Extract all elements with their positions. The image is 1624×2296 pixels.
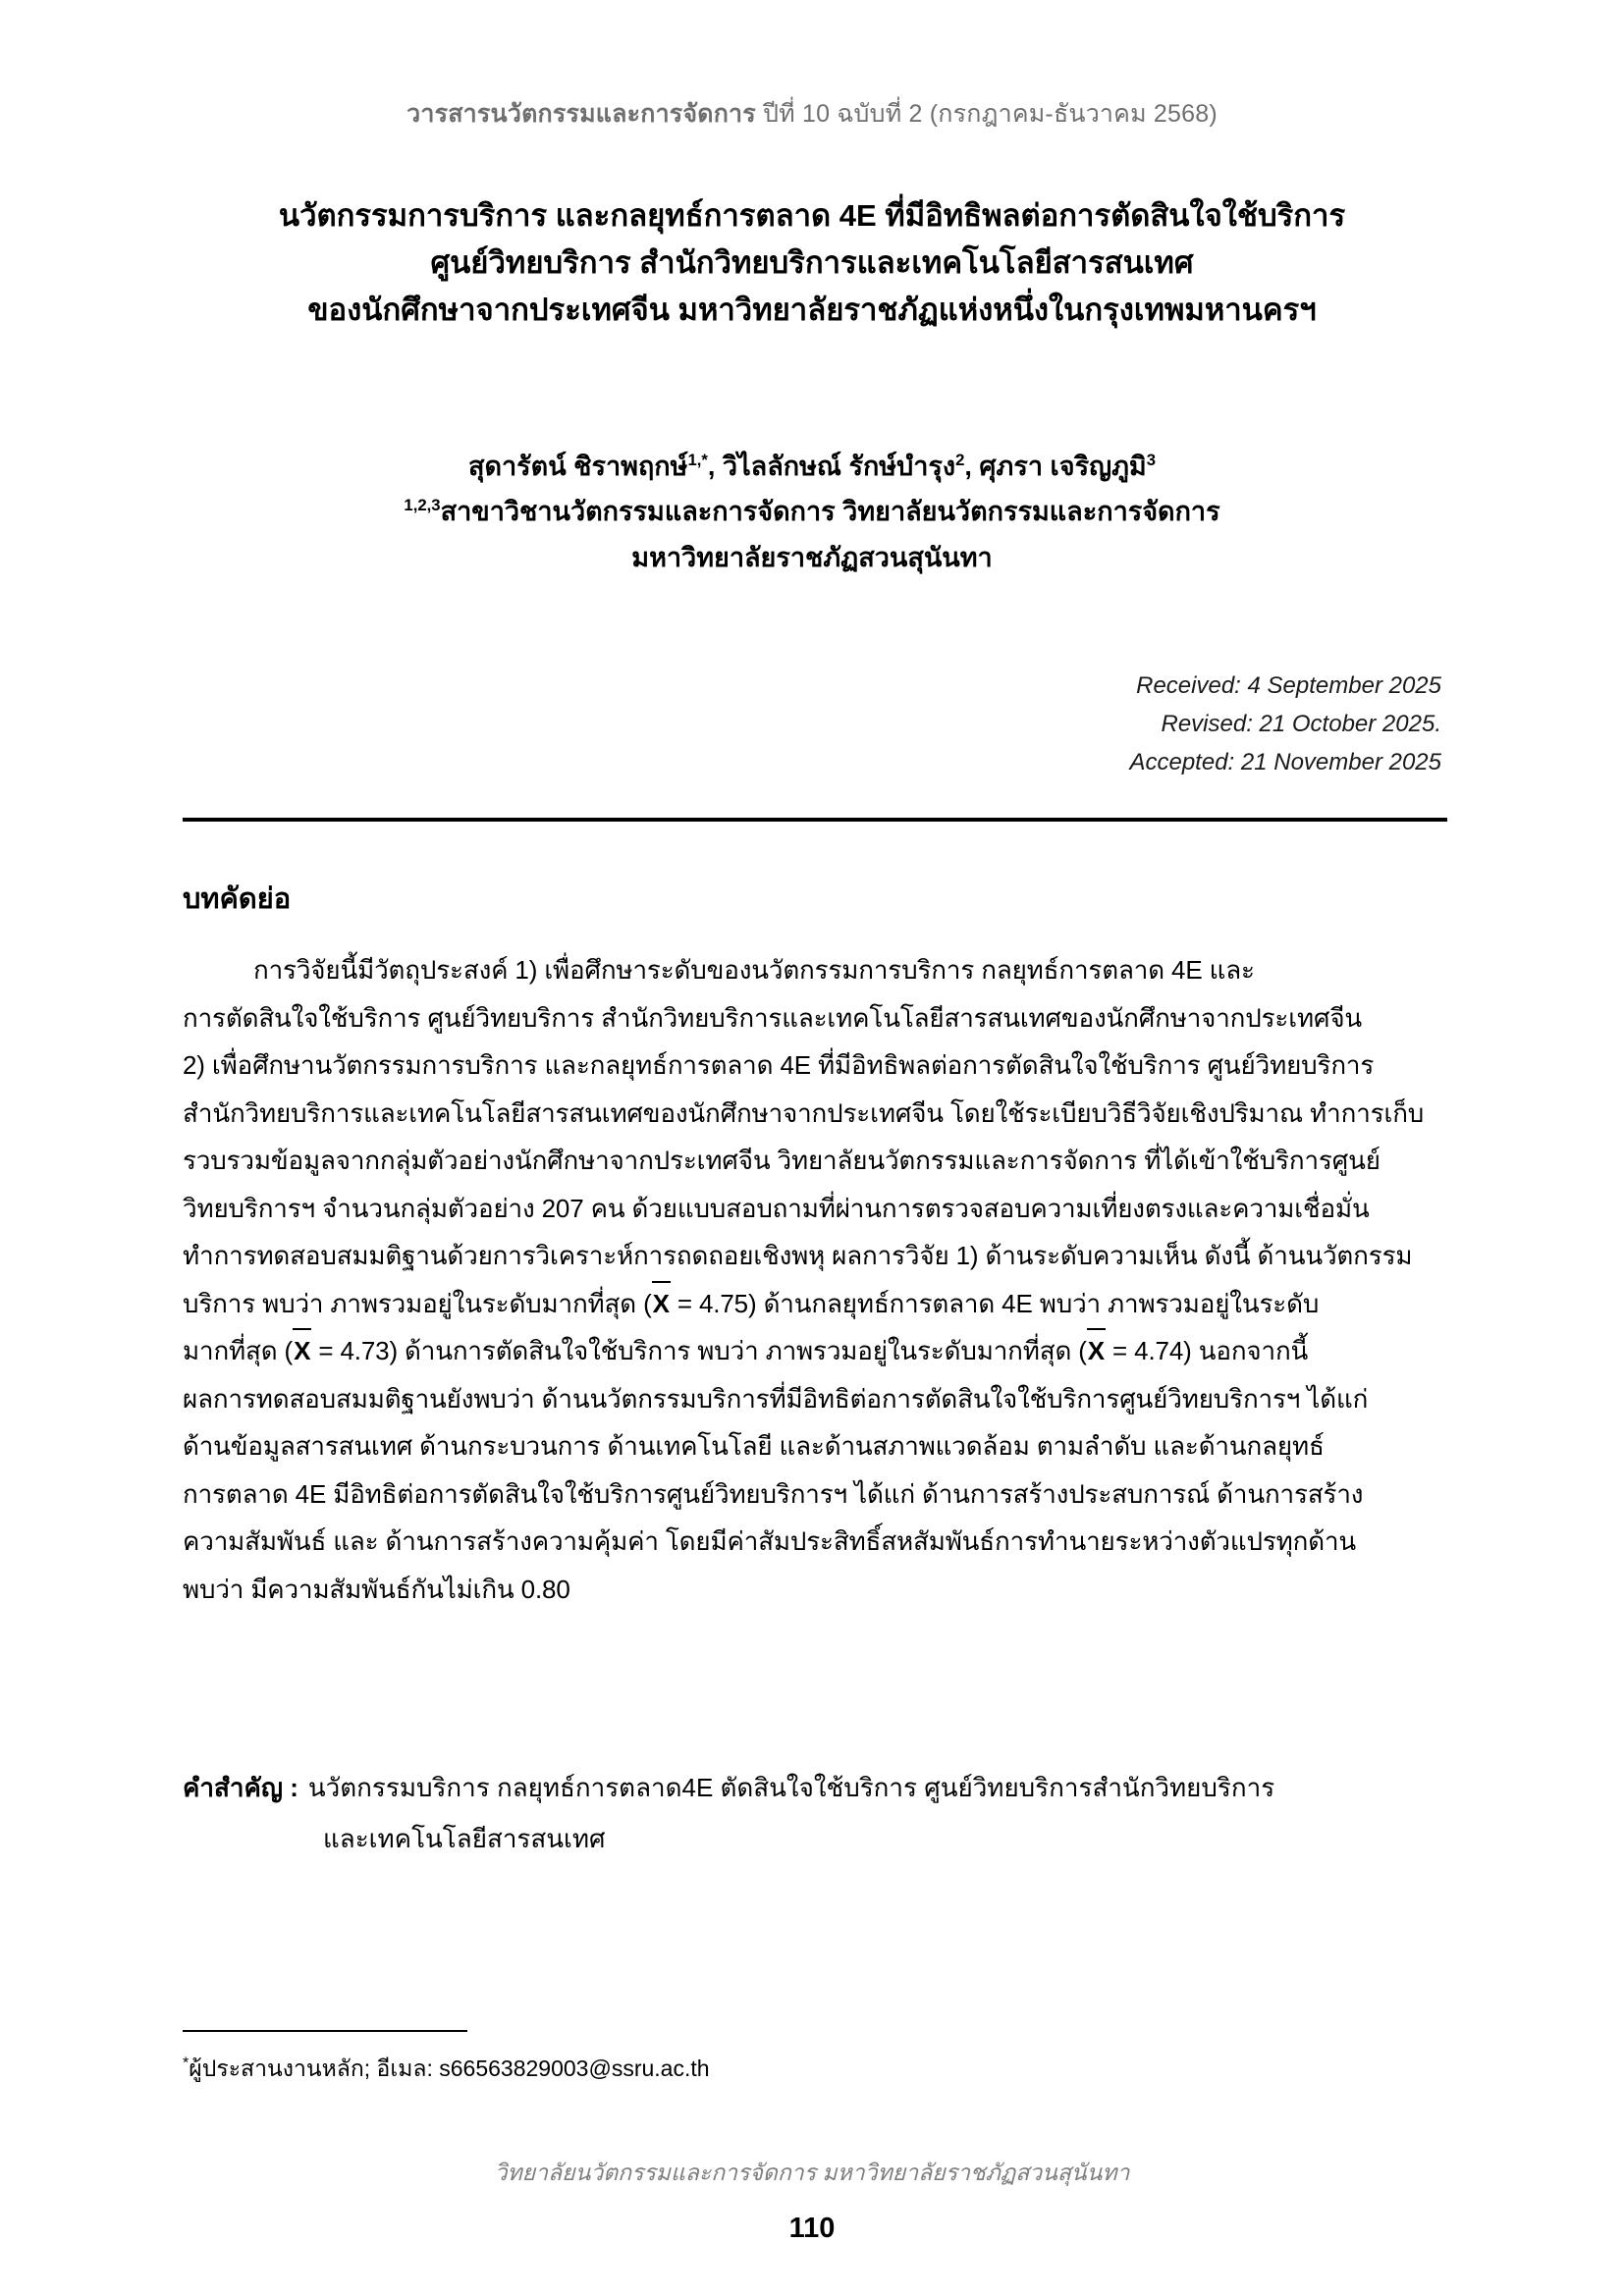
date-revised: Revised: 21 October 2025. [1161,710,1441,737]
abstract-line: ด้านข้อมูลสารสนเทศ ด้านกระบวนการ ด้านเทคโนโลยี และด้านสภาพแวดล้อม ตามลำดับ และด้านกลยุทธ์ [183,1431,1325,1461]
page-footer [0,2156,1624,2245]
author-names [147,444,1477,489]
affiliation-sup: 1,2,3 [404,496,441,515]
corresponding-author-footnote [183,2052,710,2086]
footer-organization: วิทยาลัยนวัตกรรมและการจัดการ มหาวิทยาลัยราชภัฏสวนสุนันทา [494,2160,1130,2185]
keywords-label: คำสำคัญ : [183,1773,298,1802]
x-bar-symbol: X [1087,1327,1106,1375]
abstract-line: การตลาด 4E มีอิทธิต่อการตัดสินใจใช้บริการศูนย์วิทยบริการฯ ได้แก่ ด้านการสร้างประสบการณ์ ด้านการสร้าง [183,1478,1364,1509]
footnote-marker: * [183,2054,189,2072]
abstract-line: พบว่า มีความสัมพันธ์กันไม่เกิน 0.80 [183,1574,570,1604]
abstract-line: ผลการทดสอบสมมติฐานยังพบว่า ด้านนวัตกรรมบริการที่มีอิทธิต่อการตัดสินใจใช้บริการศูนย์วิทยบริการฯ ได้แก่ [183,1383,1369,1414]
abstract-line: วิทยบริการฯ จำนวนกลุ่มตัวอย่าง 207 คน ด้วยแบบสอบถามที่ผ่านการตรวจสอบความเที่ยงตรงและความเชื่อมั่น [183,1193,1370,1223]
article-title-line-2: ศูนย์วิทยบริการ สำนักวิทยบริการและเทคโนโลยีสารสนเทศ [430,245,1194,281]
author-separator-1: , [707,452,723,481]
keywords-values-line-2: และเทคโนโลยีสารสนเทศ [323,1824,606,1853]
abstract-text: มากที่สุด ( [183,1336,294,1365]
author-affiliation-line-2: มหาวิทยาลัยราชภัฏสวนสุนันทา [631,542,993,572]
abstract-line: การตัดสินใจใช้บริการ ศูนย์วิทยบริการ สำนักวิทยบริการและเทคโนโลยีสารสนเทศของนักศึกษาจากประเทศจีน [183,1002,1363,1033]
author-name-1: สุดารัตน์ ชิราพฤกษ์ [467,452,688,481]
running-head-journal-name: วารสารนวัตกรรมและการจัดการ [406,100,756,128]
affiliation-text-1: สาขาวิชานวัตกรรมและการจัดการ วิทยาลัยนวัตกรรมและการจัดการ [440,497,1220,527]
abstract-text: = 4.74) นอกจากนี้ [1105,1336,1309,1365]
author-separator-2: , [964,452,980,481]
abstract-line-mean-475 [183,1280,1447,1328]
author-sup-1: 1,* [687,451,708,469]
author-affiliation-line-1 [147,489,1477,534]
x-bar-symbol: X [652,1280,671,1328]
author-block [147,444,1477,580]
author-sup-2: 2 [955,451,965,469]
abstract-body [183,946,1447,1613]
abstract-text: บริการ พบว่า ภาพรวมอยู่ในระดับมากที่สุด ( [183,1288,652,1318]
keywords-section [183,1762,1447,1864]
running-head-issue-info: ปีที่ 10 ฉบับที่ 2 (กรกฎาคม-ธันวาคม 2568) [755,100,1218,128]
abstract-line: 2) เพื่อศึกษานวัตกรรมการบริการ และกลยุทธ์การตลาด 4E ที่มีอิทธิพลต่อการตัดสินใจใช้บริการ ศูนย์วิทยบริการ [183,1050,1375,1080]
footnote-text: ผู้ประสานงานหลัก; อีเมล: s66563829003@ssru.ac.th [189,2056,710,2081]
article-title-line-3: ของนักศึกษาจากประเทศจีน มหาวิทยาลัยราชภัฏแห่งหนึ่งในกรุงเทพมหานครฯ [307,293,1317,328]
header-divider [183,818,1447,822]
article-title [147,192,1477,334]
x-bar-symbol: X [293,1327,311,1375]
date-received: Received: 4 September 2025 [1136,672,1441,699]
author-name-2: วิไลลักษณ์ รักษ์บำรุง [722,452,956,481]
submission-dates [1129,667,1441,782]
keywords-values-line-1: นวัตกรรมบริการ กลยุทธ์การตลาด4E ตัดสินใจใช้บริการ ศูนย์วิทยบริการสำนักวิทยบริการ [307,1773,1275,1802]
author-sup-3: 3 [1146,451,1156,469]
abstract-heading: บทคัดย่อ [183,883,292,915]
abstract-line: สำนักวิทยบริการและเทคโนโลยีสารสนเทศของนักศึกษาจากประเทศจีน โดยใช้ระเบียบวิธีวิจัยเชิงปริมาณ ทำการเก็บ [183,1097,1425,1128]
date-accepted: Accepted: 21 November 2025 [1129,748,1441,775]
keywords-row [183,1762,1447,1813]
running-head [0,94,1624,133]
abstract-line: ความสัมพันธ์ และ ด้านการสร้างความคุ้มค่า โดยมีค่าสัมประสิทธิ์สหสัมพันธ์การทำนายระหว่างตัวแปรทุกด้าน [183,1526,1357,1556]
article-title-line-1: นวัตกรรมการบริการ และกลยุทธ์การตลาด 4E ที่มีอิทธิพลต่อการตัดสินใจใช้บริการ [278,198,1346,233]
page-number: 110 [788,2213,836,2244]
abstract-text: = 4.75) ด้านกลยุทธ์การตลาด 4E พบว่า ภาพรวมอยู่ในระดับ [670,1288,1320,1318]
author-name-3: ศุภรา เจริญภูมิ [979,452,1147,481]
abstract-line-mean-473-474 [183,1327,1447,1375]
abstract-line: รวบรวมข้อมูลจากกลุ่มตัวอย่างนักศึกษาจากประเทศจีน วิทยาลัยนวัตกรรมและการจัดการ ที่ได้เข้าใช้บริการศูนย์ [183,1146,1380,1175]
abstract-text: = 4.73) ด้านการตัดสินใจใช้บริการ พบว่า ภาพรวมอยู่ในระดับมากที่สุด ( [311,1336,1087,1365]
abstract-line: ทำการทดสอบสมมติฐานด้วยการวิเคราะห์การถดถอยเชิงพหุ ผลการวิจัย 1) ด้านระดับความเห็น ดังนี้ ด้านนวัตกรรม [183,1241,1413,1270]
footnote-divider [183,2030,467,2032]
abstract-line: การวิจัยนี้มีวัตถุประสงค์ 1) เพื่อศึกษาระดับของนวัตกรรมการบริการ กลยุทธ์การตลาด 4E และ [253,955,1255,985]
